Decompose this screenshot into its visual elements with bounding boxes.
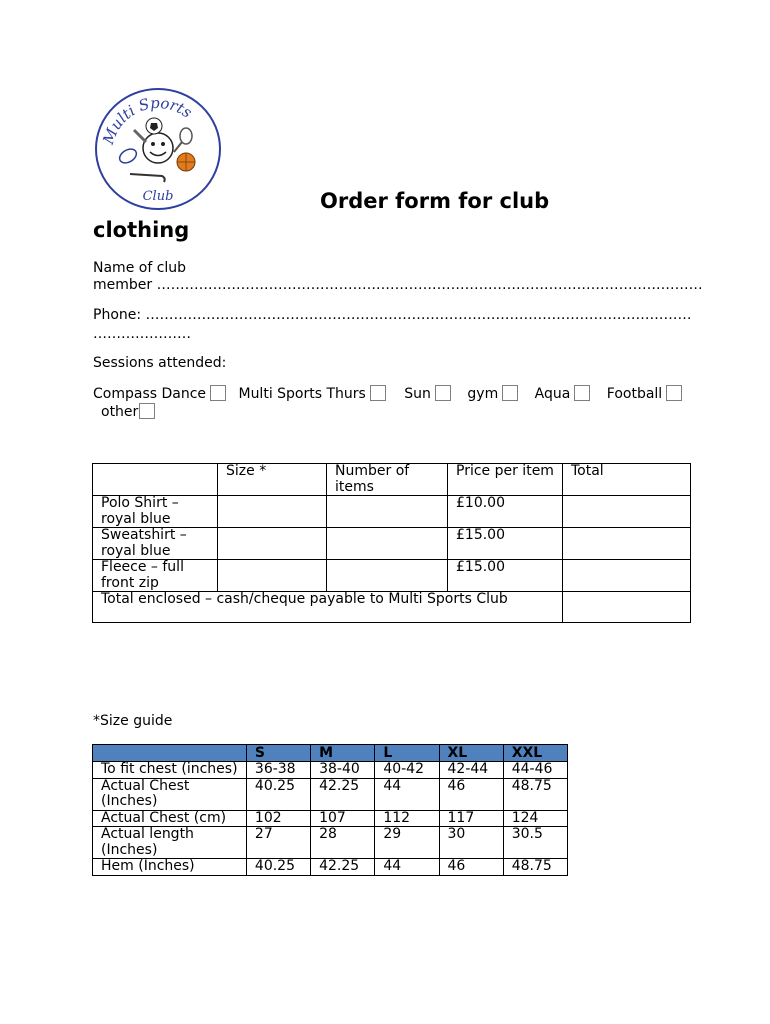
cell: 46 — [439, 859, 503, 876]
checkbox[interactable] — [666, 385, 682, 401]
checkbox[interactable] — [139, 403, 155, 419]
price-cell: £10.00 — [448, 496, 563, 528]
item-cell: Polo Shirt – royal blue — [93, 496, 218, 528]
phone-field[interactable]: Phone: ……………………………………………………………………………………………………… — [93, 307, 692, 323]
price-cell: £15.00 — [448, 560, 563, 592]
session-option — [93, 385, 226, 403]
phone-field-continued[interactable]: ………………… — [93, 326, 191, 342]
total-input-cell[interactable] — [563, 496, 691, 528]
checkbox[interactable] — [574, 385, 590, 401]
cell: 48.75 — [503, 778, 567, 810]
cell: 30 — [439, 827, 503, 859]
row-label: Actual Chest (cm) — [93, 810, 247, 827]
cell: 29 — [375, 827, 439, 859]
form-title: Order form for club — [320, 189, 550, 213]
cell: 36-38 — [246, 762, 310, 779]
quantity-input-cell[interactable] — [327, 528, 448, 560]
name-field[interactable]: member ……………………………………………………………………………………………………… — [93, 277, 703, 293]
size-guide-caption: *Size guide — [93, 713, 173, 729]
price-cell: £15.00 — [448, 528, 563, 560]
table-row — [93, 827, 568, 859]
cell: 44-46 — [503, 762, 567, 779]
cell: 28 — [311, 827, 375, 859]
size-header-row — [93, 745, 568, 762]
row-label: Actual length (Inches) — [93, 827, 247, 859]
session-option-other — [101, 403, 155, 421]
order-table — [92, 463, 691, 623]
table-row — [93, 810, 568, 827]
session-label: Aqua — [534, 386, 571, 402]
cell: 42.25 — [311, 778, 375, 810]
session-label: Multi Sports Thurs — [238, 386, 366, 402]
table-row — [93, 496, 691, 528]
item-cell: Fleece – full front zip — [93, 560, 218, 592]
cell: 27 — [246, 827, 310, 859]
multi-sports-club-logo — [92, 86, 224, 212]
header-cell — [93, 464, 218, 496]
cell: 112 — [375, 810, 439, 827]
header-cell: Total — [563, 464, 691, 496]
logo-text-bottom: Club — [142, 189, 174, 204]
size-header: L — [375, 745, 439, 762]
total-input-cell[interactable] — [563, 560, 691, 592]
cell: 117 — [439, 810, 503, 827]
session-label: Sun — [404, 386, 431, 402]
checkbox[interactable] — [370, 385, 386, 401]
item-cell: Sweatshirt – royal blue — [93, 528, 218, 560]
size-input-cell[interactable] — [218, 528, 327, 560]
session-option — [238, 385, 385, 403]
hockey-stick-icon — [130, 174, 165, 182]
cell: 107 — [311, 810, 375, 827]
cell: 48.75 — [503, 859, 567, 876]
session-label: other — [101, 404, 139, 420]
session-option — [467, 385, 518, 403]
quantity-input-cell[interactable] — [327, 496, 448, 528]
rugby-ball-icon — [117, 146, 139, 165]
session-label: Football — [606, 386, 663, 402]
cell: 38-40 — [311, 762, 375, 779]
table-row — [93, 859, 568, 876]
cell: 46 — [439, 778, 503, 810]
checkbox[interactable] — [435, 385, 451, 401]
row-label: Actual Chest (Inches) — [93, 778, 247, 810]
size-header: M — [311, 745, 375, 762]
cell: 40-42 — [375, 762, 439, 779]
session-label: Compass Dance — [93, 386, 207, 402]
size-header-empty — [93, 745, 247, 762]
cell: 42.25 — [311, 859, 375, 876]
size-header: XXL — [503, 745, 567, 762]
racket-icon — [180, 128, 192, 144]
cell: 40.25 — [246, 778, 310, 810]
order-table-header-row — [93, 464, 691, 496]
size-input-cell[interactable] — [218, 560, 327, 592]
quantity-input-cell[interactable] — [327, 560, 448, 592]
row-label: To fit chest (inches) — [93, 762, 247, 779]
size-input-cell[interactable] — [218, 496, 327, 528]
checkbox[interactable] — [210, 385, 226, 401]
total-label: Total enclosed – cash/cheque payable to Multi Sports Club — [93, 592, 563, 623]
size-guide-table — [92, 744, 568, 876]
cell: 44 — [375, 859, 439, 876]
name-label: Name of club — [93, 260, 187, 276]
size-header: S — [246, 745, 310, 762]
checkbox[interactable] — [502, 385, 518, 401]
table-row — [93, 528, 691, 560]
grand-total-input-cell[interactable] — [563, 592, 691, 623]
bat-icon — [134, 130, 146, 142]
cell: 102 — [246, 810, 310, 827]
cell: 40.25 — [246, 859, 310, 876]
header-cell: Size * — [218, 464, 327, 496]
session-option — [607, 385, 682, 403]
cell: 124 — [503, 810, 567, 827]
smiley-icon — [143, 133, 173, 163]
form-title-continued: clothing — [93, 218, 190, 242]
header-cell: Price per item — [448, 464, 563, 496]
header-cell: Number of items — [327, 464, 448, 496]
session-label: gym — [467, 386, 499, 402]
table-row — [93, 762, 568, 779]
total-row — [93, 592, 691, 623]
session-option — [404, 385, 451, 403]
table-row — [93, 778, 568, 810]
cell: 44 — [375, 778, 439, 810]
sessions-label: Sessions attended: — [93, 355, 227, 371]
cell: 42-44 — [439, 762, 503, 779]
session-option — [535, 385, 591, 403]
table-row — [93, 560, 691, 592]
sessions-options — [93, 385, 682, 403]
cell: 30.5 — [503, 827, 567, 859]
logo-text-top: Multi Sports — [99, 93, 196, 147]
row-label: Hem (Inches) — [93, 859, 247, 876]
total-input-cell[interactable] — [563, 528, 691, 560]
size-header: XL — [439, 745, 503, 762]
